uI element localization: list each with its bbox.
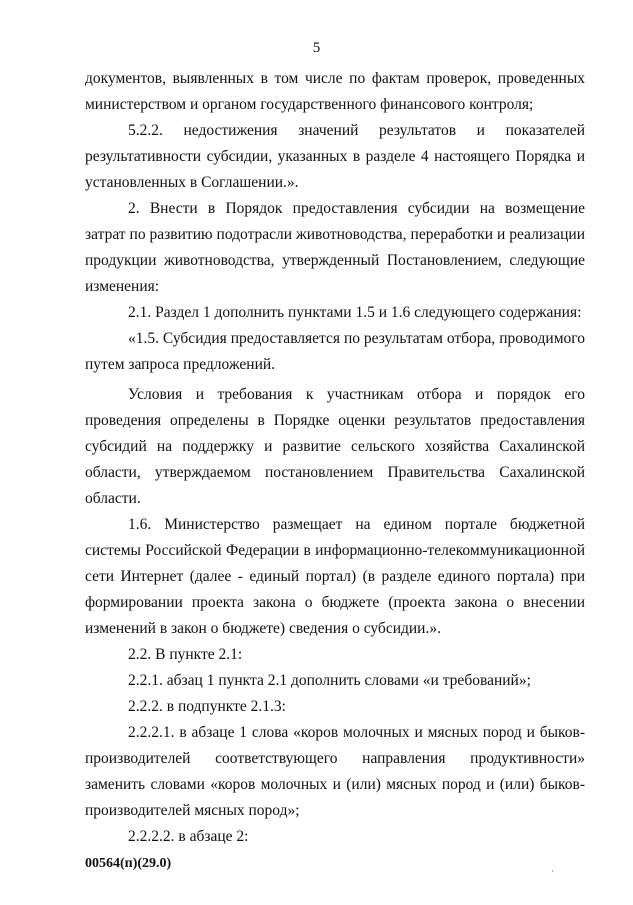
paragraph: 2.2. В пункте 2.1: xyxy=(128,646,243,663)
paragraph: 5.2.2. недостижения значений результатов и показателей результативности субсидии, указанных в разделе 4 настоящего Порядка и установленных в Соглашении.». xyxy=(85,122,585,191)
paragraph: 2.2.2.2. в абзаце 2: xyxy=(128,828,249,845)
paragraph: Условия и требования к участникам отбора и порядок его проведения определены в Порядке оценки результатов предоставления субсидий на поддержку и развитие сельского хозяйства Сахалинской области, утверждаемом постановлением Правительства Сахалинской области. xyxy=(85,386,585,507)
document-body xyxy=(85,66,585,850)
paragraph: 2.1. Раздел 1 дополнить пунктами 1.5 и 1.6 следующего содержания: xyxy=(128,304,582,321)
paragraph: 2.2.2. в подпункте 2.1.3: xyxy=(128,698,286,715)
paragraph: 1.6. Министерство размещает на едином портале бюджетной системы Российской Федерации в информационно-телекоммуникационной сети Интернет (далее - единый портал) (в разделе единого портала) при формировании проекта закона о бюджете (проекта закона о внесении изменений в закон о бюджете) сведения о субсидии.». xyxy=(85,516,585,637)
document-code: 00564(п)(29.0) xyxy=(85,856,172,871)
paragraph: 2.2.2.1. в абзаце 1 слова «коров молочных и мясных пород и быков-производителей соответствующего направления продуктивности» заменить словами «коров молочных и (или) мясных пород и (или) быков-производителей мясных пород»; xyxy=(85,724,585,819)
scan-mark: · xyxy=(551,866,554,876)
paragraph: 2.2.1. абзац 1 пункта 2.1 дополнить словами «и требований»; xyxy=(128,672,531,689)
page-number: 5 xyxy=(312,40,321,56)
paragraph: 2. Внести в Порядок предоставления субсидии на возмещение затрат по развитию подотрасли животноводства, переработки и реализации продукции животноводства, утвержденный Постановлением, следующие изменения: xyxy=(85,200,585,295)
paragraph: «1.5. Субсидия предоставляется по результатам отбора, проводимого путем запроса предложений. xyxy=(85,330,585,373)
paragraph: документов, выявленных в том числе по фактам проверок, проведенных министерством и органом государственного финансового контроля; xyxy=(85,70,585,113)
